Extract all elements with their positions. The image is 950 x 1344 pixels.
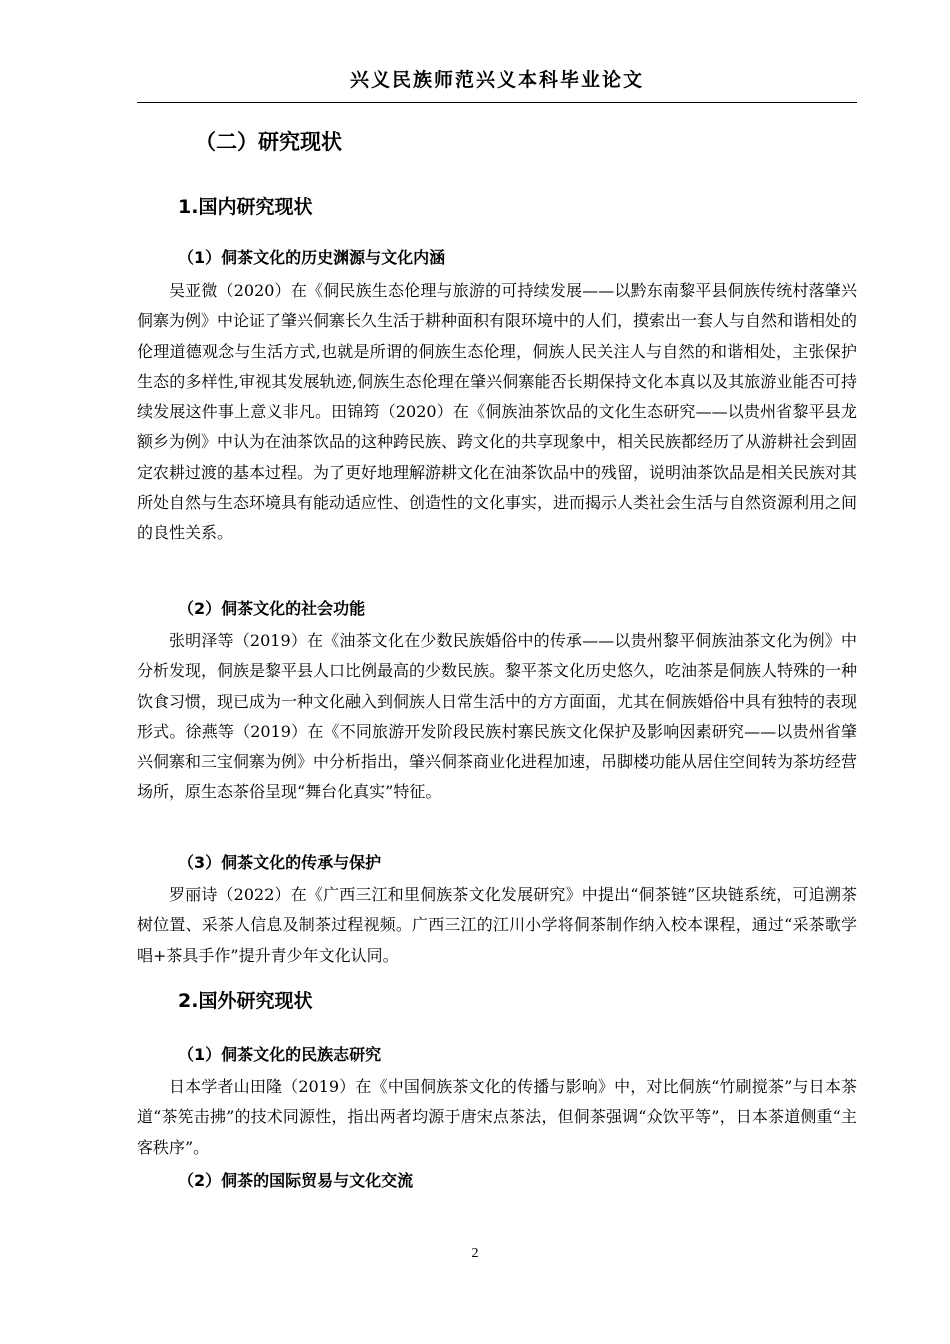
domestic-sub1-paragraph: 吴亚微（2020）在《侗民族生态伦理与旅游的可持续发展——以黔东南黎平县侗族传统村落肇兴侗寨为例》中论证了肇兴侗寨长久生活于耕种面积有限环境中的人们，摸索出一套人与自然和谐相处的伦理道德观念与生活方式,也就是所谓的侗族生态伦理，侗族人民关注人与自然的和谐相处，主张保护生态的多样性,审视其发展轨迹,侗族生态伦理在肇兴侗寨能否长期保持文化本真以及其旅游业能否可持续发展这件事上意义非凡。田锦筠（2020）在《侗族油茶饮品的文化生态研究——以贵州省黎平县龙额乡为例》中认为在油茶饮品的这种跨民族、跨文化的共享现象中，相关民族都经历了从游耕社会到固定农耕过渡的基本过程。为了更好地理解游耕文化在油茶饮品中的残留，说明油茶饮品是相关民族对其所处自然与生态环境具有能动适应性、创造性的文化事实，进而揭示人类社会生活与自然资源利用之间的良性关系。 [137, 281, 858, 543]
domestic-heading: 1.国内研究现状 [178, 196, 313, 218]
domestic-sub2-heading: （2）侗茶文化的社会功能 [178, 599, 366, 618]
foreign-sub1-paragraph: 日本学者山田隆（2019）在《中国侗族茶文化的传播与影响》中，对比侗族“竹刷搅茶”与日本茶道“茶筅击拂”的技术同源性，指出两者均源于唐宋点茶法，但侗茶强调“众饮平等”，日本茶道侧重“主客秩序”。 [137, 1077, 857, 1157]
page-number: 2 [471, 1246, 479, 1261]
header-divider [137, 102, 857, 103]
domestic-sub3-heading: （3）侗茶文化的传承与保护 [178, 853, 382, 872]
page-header: 兴义民族师范兴义本科毕业论文 [349, 69, 644, 91]
domestic-sub2-paragraph: 张明泽等（2019）在《油茶文化在少数民族婚俗中的传承——以贵州黎平侗族油茶文化为例》中分析发现，侗族是黎平县人口比例最高的少数民族。黎平茶文化历史悠久，吃油茶是侗族人特殊的一种饮食习惯，现已成为一种文化融入到侗族人日常生活中的方方面面，尤其在侗族婚俗中具有独特的表现形式。徐燕等（2019）在《不同旅游开发阶段民族村寨民族文化保护及影响因素研究——以贵州省肇兴侗寨和三宝侗寨为例》中分析指出，肇兴侗茶商业化进程加速，吊脚楼功能从居住空间转为茶坊经营场所，原生态茶俗呈现“舞台化真实”特征。 [137, 631, 858, 802]
foreign-heading: 2.国外研究现状 [178, 990, 313, 1012]
foreign-sub2-heading: （2）侗茶的国际贸易与文化交流 [178, 1171, 414, 1190]
section-title: （二）研究现状 [195, 130, 342, 154]
domestic-sub1-heading: （1）侗茶文化的历史渊源与文化内涵 [178, 248, 446, 267]
foreign-sub1-heading: （1）侗茶文化的民族志研究 [178, 1045, 382, 1064]
domestic-sub3-paragraph: 罗丽诗（2022）在《广西三江和里侗族茶文化发展研究》中提出“侗茶链”区块链系统，可追溯茶树位置、采茶人信息及制茶过程视频。广西三江的江川小学将侗茶制作纳入校本课程，通过“采茶歌学唱+茶具手作”提升青少年文化认同。 [137, 885, 857, 965]
